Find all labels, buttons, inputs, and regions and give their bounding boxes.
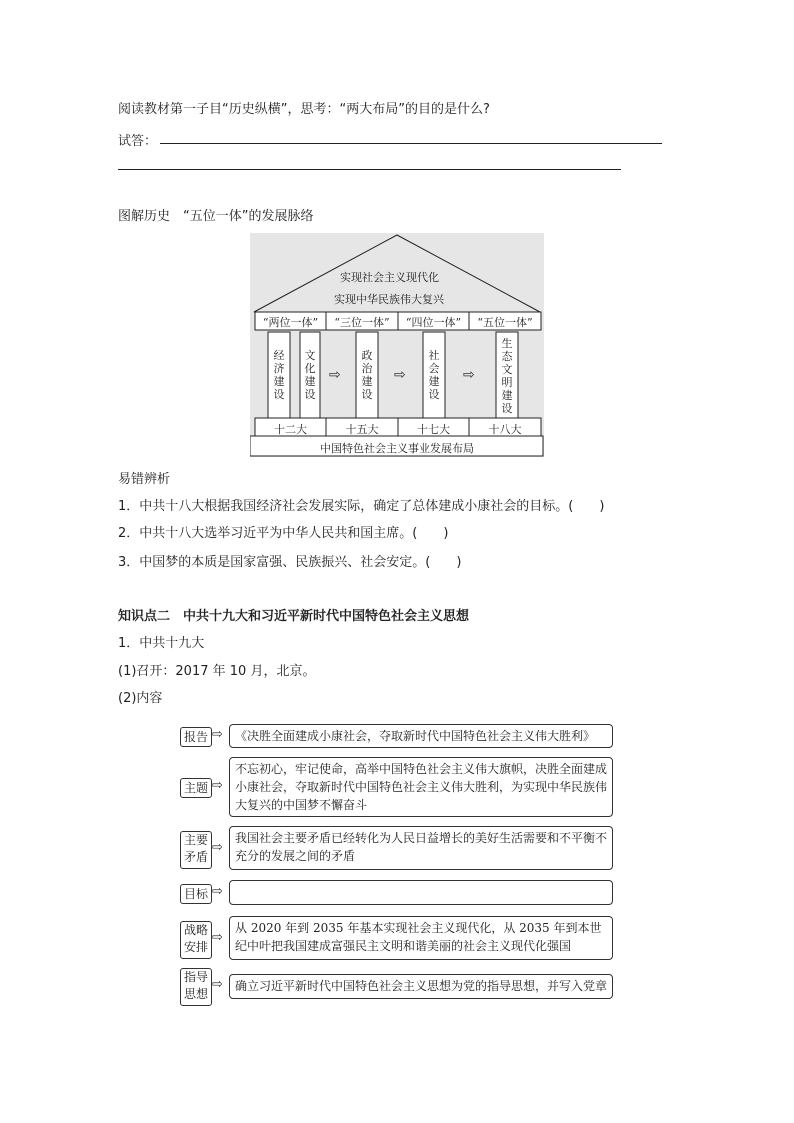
roof-line-1: 实现社会主义现代化 bbox=[340, 271, 439, 284]
pillar-society: 社会建设 bbox=[428, 349, 440, 401]
content-theme: 不忘初心，牢记使命，高举中国特色社会主义伟大旗帜，决胜全面建成小康社会，夺取新时代中国特色社会主义伟大胜利，为实现中华民族伟大复兴的中国梦不懈奋斗 bbox=[229, 757, 613, 817]
question-text: 阅读教材第一子目“历史纵横”，思考：“两大布局”的目的是什么? bbox=[118, 102, 490, 117]
pillar-culture: 文化建设 bbox=[304, 349, 316, 401]
error-item-3: 3．中国梦的本质是国家富强、民族振兴、社会安定。( ) bbox=[118, 555, 462, 570]
error-item-2: 2．中共十八大选举习近平为中华人民共和国主席。( ) bbox=[118, 526, 449, 541]
pillar-ecology: 生态文明建设 bbox=[501, 337, 513, 415]
tag-main-contradiction: 主要矛盾 bbox=[180, 831, 212, 869]
congress-15: 十五大 bbox=[345, 423, 379, 436]
tag-guiding-thought: 指导思想 bbox=[180, 968, 212, 1006]
header-five: “五位一体” bbox=[477, 316, 533, 329]
arrow-right-icon: ⇨ bbox=[463, 367, 475, 383]
errors-heading: 易错辨析 bbox=[118, 472, 171, 487]
five-in-one-diagram bbox=[250, 233, 544, 457]
answer-line-1[interactable] bbox=[160, 143, 662, 144]
tag-goal: 目标 bbox=[180, 884, 212, 904]
congress-12: 十二大 bbox=[274, 423, 307, 436]
roof-line-2: 实现中华民族伟大复兴 bbox=[334, 293, 444, 306]
arrow-right-icon: ⇨ bbox=[212, 930, 223, 945]
content-main-contradiction: 我国社会主要矛盾已经转化为人民日益增长的美好生活需要和不平衡不充分的发展之间的矛盾 bbox=[229, 826, 613, 870]
arrow-right-icon: ⇨ bbox=[329, 367, 341, 383]
header-two: “两位一体” bbox=[262, 316, 319, 329]
congress-18: 十八大 bbox=[488, 423, 522, 436]
answer-label: 试答： bbox=[118, 134, 158, 149]
knowledge-heading: 知识点二 中共十九大和习近平新时代中国特色社会主义思想 bbox=[118, 609, 470, 624]
knowledge-sub-1: 1．中共十九大 bbox=[118, 636, 205, 651]
content-strategy: 从 2020 年到 2035 年基本实现社会主义现代化，从 2035 年到本世纪中叶把我国建成富强民主文明和谐美丽的社会主义现代化强国 bbox=[229, 916, 613, 960]
arrow-right-icon: ⇨ bbox=[212, 727, 223, 742]
knowledge-sub-2: (1)召开：2017 年 10 月，北京。 bbox=[118, 664, 316, 679]
content-goal[interactable] bbox=[229, 880, 613, 905]
arrow-right-icon: ⇨ bbox=[212, 977, 223, 992]
header-four: “四位一体” bbox=[405, 316, 462, 329]
pillar-politics: 政治建设 bbox=[361, 349, 373, 401]
arrow-right-icon: ⇨ bbox=[394, 367, 406, 383]
knowledge-sub-3: (2)内容 bbox=[118, 691, 163, 706]
arrow-right-icon: ⇨ bbox=[212, 840, 223, 855]
header-three: “三位一体” bbox=[334, 316, 390, 329]
error-item-1: 1．中共十八大根据我国经济社会发展实际，确定了总体建成小康社会的目标。( ) bbox=[118, 499, 605, 514]
congress-17: 十七大 bbox=[417, 423, 450, 436]
tag-theme: 主题 bbox=[180, 778, 212, 798]
arrow-right-icon: ⇨ bbox=[212, 778, 223, 793]
tag-report: 报告 bbox=[180, 727, 212, 747]
pillar-economy: 经济建设 bbox=[273, 349, 285, 401]
content-report: 《决胜全面建成小康社会，夺取新时代中国特色社会主义伟大胜利》 bbox=[229, 724, 613, 748]
tag-strategy: 战略安排 bbox=[180, 921, 212, 959]
diagram-heading: 图解历史 “五位一体”的发展脉络 bbox=[118, 209, 314, 224]
answer-line-2[interactable] bbox=[118, 169, 621, 170]
arrow-right-icon: ⇨ bbox=[212, 884, 223, 899]
content-guiding-thought: 确立习近平新时代中国特色社会主义思想为党的指导思想，并写入党章 bbox=[229, 974, 613, 999]
diagram-base: 中国特色社会主义事业发展布局 bbox=[320, 442, 474, 455]
